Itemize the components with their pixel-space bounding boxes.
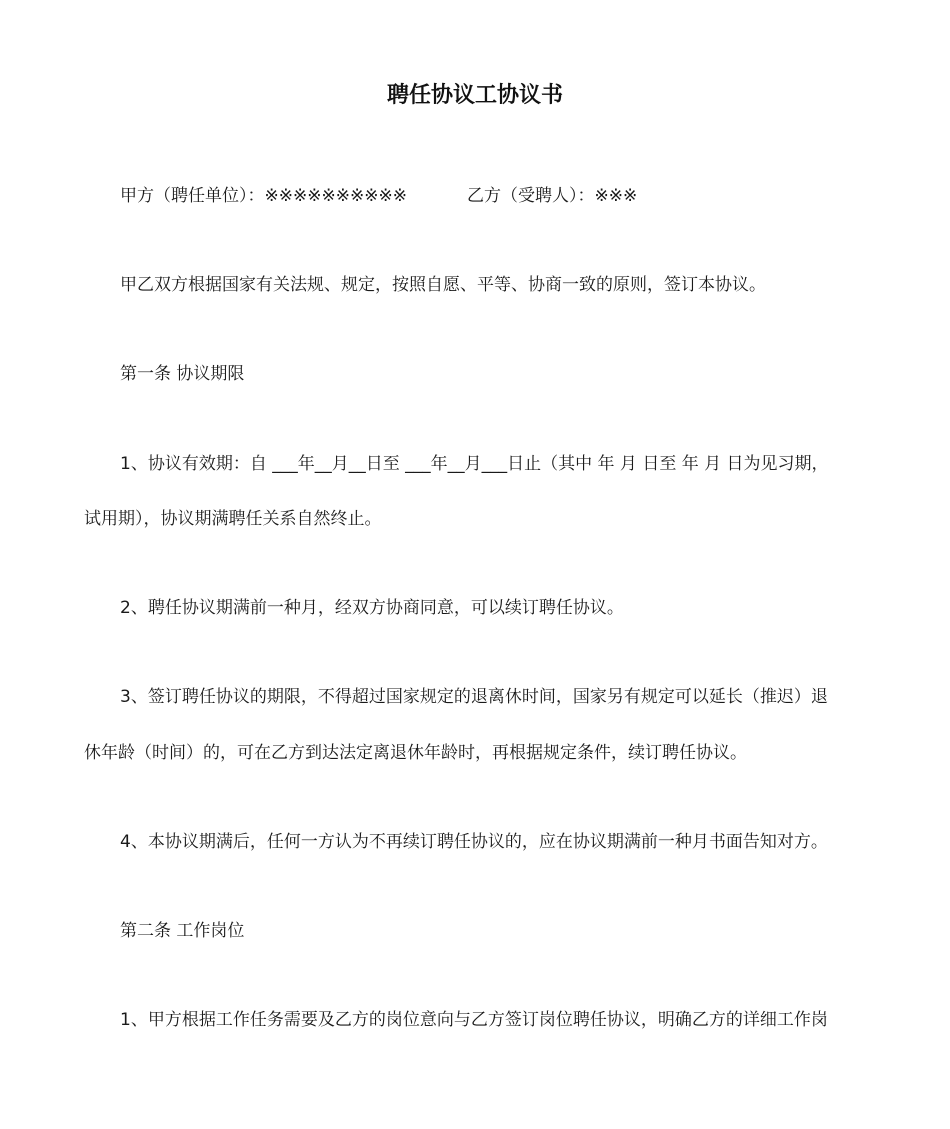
article-1-item-1-line-2: 试用期），协议期满聘任关系自然终止。 xyxy=(84,509,382,529)
article-1-item-4: 4、本协议期满后，任何一方认为不再续订聘任协议的，应在协议期满前一种月书面告知对方。 xyxy=(120,832,828,852)
document-title: 聘任协议工协议书 xyxy=(386,83,563,108)
article-1-item-3-line-1: 3、签订聘任协议的期限，不得超过国家规定的退离休时间，国家另有规定可以延长（推迟）退 xyxy=(120,687,828,707)
article-1-heading: 第一条 协议期限 xyxy=(120,364,245,384)
article-2-item-1-line-1: 1、甲方根据工作任务需要及乙方的岗位意向与乙方签订岗位聘任协议，明确乙方的详细工作岗 xyxy=(120,1010,828,1030)
article-1-item-3-line-2: 休年龄（时间）的，可在乙方到达法定离退休年龄时，再根据规定条件，续订聘任协议。 xyxy=(84,743,747,763)
article-1-item-1-line-1: 1、协议有效期：自 ___年__月__日至 ___年__月___日止（其中 年 月 日至 年 月 日为见习期， xyxy=(120,454,829,474)
preamble-paragraph: 甲乙双方根据国家有关法规、规定，按照自愿、平等、协商一致的原则，签订本协议。 xyxy=(120,275,766,295)
article-1-item-2: 2、聘任协议期满前一种月，经双方协商同意，可以续订聘任协议。 xyxy=(120,598,624,618)
party-a-line: 甲方（聘任单位）：※※※※※※※※※※ xyxy=(120,186,407,206)
party-b-line: 乙方（受聘人）：※※※ xyxy=(467,186,638,206)
article-2-heading: 第二条 工作岗位 xyxy=(120,921,245,941)
